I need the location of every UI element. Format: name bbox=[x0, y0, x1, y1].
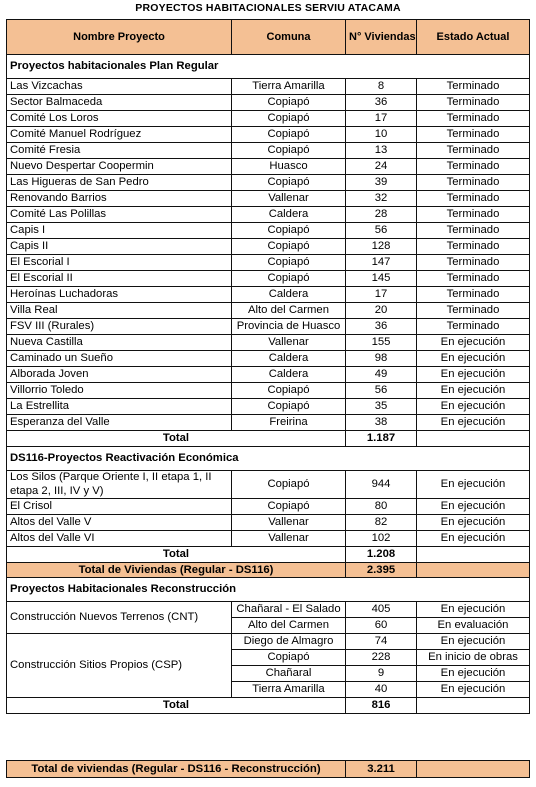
final-total-row bbox=[7, 761, 530, 778]
comuna-cell: Copiapó bbox=[232, 499, 346, 515]
project-name-cell: Las Vizcachas bbox=[7, 79, 232, 95]
estado-cell: En ejecución bbox=[417, 399, 530, 415]
comuna-cell: Vallenar bbox=[232, 191, 346, 207]
viviendas-cell: 20 bbox=[346, 303, 417, 319]
page-title: PROYECTOS HABITACIONALES SERVIU ATACAMA bbox=[135, 2, 401, 14]
comuna-cell: Vallenar bbox=[232, 531, 346, 547]
viviendas-cell: 32 bbox=[346, 191, 417, 207]
final-total-value: 3.211 bbox=[346, 761, 417, 778]
total-label: Total bbox=[7, 547, 346, 563]
comuna-cell: Copiapó bbox=[232, 95, 346, 111]
viviendas-cell: 102 bbox=[346, 531, 417, 547]
estado-cell: Terminado bbox=[417, 207, 530, 223]
group-name-cell-csp: Construcción Sitios Propios (CSP) bbox=[7, 634, 232, 698]
project-name-cell: Villorrio Toledo bbox=[7, 383, 232, 399]
project-name-cell: Heroínas Luchadoras bbox=[7, 287, 232, 303]
table-row bbox=[7, 143, 530, 159]
viviendas-cell: 17 bbox=[346, 111, 417, 127]
table-row bbox=[7, 367, 530, 383]
estado-cell: Terminado bbox=[417, 223, 530, 239]
comuna-cell: Copiapó bbox=[232, 239, 346, 255]
grand-total-label: Total de Viviendas (Regular - DS116) bbox=[7, 563, 346, 578]
comuna-cell: Huasco bbox=[232, 159, 346, 175]
estado-cell: Terminado bbox=[417, 239, 530, 255]
project-name-cell: Capis I bbox=[7, 223, 232, 239]
project-name-cell: Altos del Valle V bbox=[7, 515, 232, 531]
table-row bbox=[7, 351, 530, 367]
comuna-cell: Chañaral - El Salado bbox=[232, 602, 346, 618]
comuna-cell: Diego de Almagro bbox=[232, 634, 346, 650]
table-row bbox=[7, 515, 530, 531]
total-value: 816 bbox=[346, 698, 417, 714]
final-total-table bbox=[6, 760, 530, 778]
comuna-cell: Tierra Amarilla bbox=[232, 79, 346, 95]
total-label: Total bbox=[7, 431, 346, 447]
table-row bbox=[7, 303, 530, 319]
comuna-cell: Provincia de Huasco bbox=[232, 319, 346, 335]
viviendas-cell: 60 bbox=[346, 618, 417, 634]
table-row bbox=[7, 383, 530, 399]
viviendas-cell: 35 bbox=[346, 399, 417, 415]
grand-total-value: 2.395 bbox=[346, 563, 417, 578]
viviendas-cell: 98 bbox=[346, 351, 417, 367]
estado-cell: En ejecución bbox=[417, 515, 530, 531]
viviendas-cell: 80 bbox=[346, 499, 417, 515]
comuna-cell: Alto del Carmen bbox=[232, 618, 346, 634]
estado-cell: En ejecución bbox=[417, 335, 530, 351]
table-row bbox=[7, 159, 530, 175]
empty-cell bbox=[417, 698, 530, 714]
comuna-cell: Chañaral bbox=[232, 666, 346, 682]
comuna-cell: Caldera bbox=[232, 207, 346, 223]
table-row bbox=[7, 191, 530, 207]
comuna-cell: Vallenar bbox=[232, 335, 346, 351]
total-row-ds116 bbox=[7, 547, 530, 563]
header-comuna: Comuna bbox=[232, 20, 346, 55]
table-row bbox=[7, 223, 530, 239]
project-name-cell: Comité Las Polillas bbox=[7, 207, 232, 223]
comuna-cell: Freirina bbox=[232, 415, 346, 431]
viviendas-cell: 145 bbox=[346, 271, 417, 287]
estado-cell: Terminado bbox=[417, 95, 530, 111]
comuna-cell: Copiapó bbox=[232, 383, 346, 399]
comuna-cell: Vallenar bbox=[232, 515, 346, 531]
project-name-cell: Comité Fresia bbox=[7, 143, 232, 159]
comuna-cell: Copiapó bbox=[232, 650, 346, 666]
section-title-row bbox=[7, 447, 530, 471]
viviendas-cell: 24 bbox=[346, 159, 417, 175]
estado-cell: Terminado bbox=[417, 255, 530, 271]
projects-table bbox=[6, 19, 530, 714]
project-name-cell: El Escorial I bbox=[7, 255, 232, 271]
table-row bbox=[7, 207, 530, 223]
group-name-cell-cnt: Construcción Nuevos Terrenos (CNT) bbox=[7, 602, 232, 634]
estado-cell: En ejecución bbox=[417, 634, 530, 650]
estado-cell: En ejecución bbox=[417, 602, 530, 618]
total-value: 1.187 bbox=[346, 431, 417, 447]
section-title-reconstruccion: Proyectos Habitacionales Reconstrucción bbox=[7, 578, 530, 602]
estado-cell: En ejecución bbox=[417, 415, 530, 431]
estado-cell: Terminado bbox=[417, 271, 530, 287]
table-header-row bbox=[7, 20, 530, 55]
ds116-section bbox=[7, 447, 530, 547]
project-name-cell: Comité Los Loros bbox=[7, 111, 232, 127]
project-name-cell: El Escorial II bbox=[7, 271, 232, 287]
regular-section bbox=[7, 55, 530, 431]
header-viviendas: N° Viviendas bbox=[346, 20, 417, 55]
total-row-reconstruccion bbox=[7, 698, 530, 714]
section-title-row bbox=[7, 578, 530, 602]
empty-cell bbox=[417, 431, 530, 447]
section-title-ds116: DS116-Proyectos Reactivación Económica bbox=[7, 447, 530, 471]
table-row bbox=[7, 127, 530, 143]
viviendas-cell: 8 bbox=[346, 79, 417, 95]
viviendas-cell: 49 bbox=[346, 367, 417, 383]
viviendas-cell: 39 bbox=[346, 175, 417, 191]
estado-cell: Terminado bbox=[417, 159, 530, 175]
table-row bbox=[7, 399, 530, 415]
viviendas-cell: 17 bbox=[346, 287, 417, 303]
table-row bbox=[7, 499, 530, 515]
estado-cell: En ejecución bbox=[417, 666, 530, 682]
comuna-cell: Copiapó bbox=[232, 143, 346, 159]
estado-cell: En evaluación bbox=[417, 618, 530, 634]
viviendas-cell: 40 bbox=[346, 682, 417, 698]
comuna-cell: Copiapó bbox=[232, 223, 346, 239]
table-row bbox=[7, 271, 530, 287]
comuna-cell: Tierra Amarilla bbox=[232, 682, 346, 698]
table-row bbox=[7, 255, 530, 271]
grand-total-row-regular-ds116 bbox=[7, 563, 530, 578]
table-row bbox=[7, 415, 530, 431]
header-nombre-proyecto: Nombre Proyecto bbox=[7, 20, 232, 55]
table-row bbox=[7, 79, 530, 95]
estado-cell: En ejecución bbox=[417, 682, 530, 698]
section-title-regular: Proyectos habitacionales Plan Regular bbox=[7, 55, 530, 79]
table-row bbox=[7, 287, 530, 303]
estado-cell: En ejecución bbox=[417, 531, 530, 547]
project-name-cell: Nuevo Despertar Coopermin bbox=[7, 159, 232, 175]
comuna-cell: Copiapó bbox=[232, 471, 346, 499]
comuna-cell: Caldera bbox=[232, 367, 346, 383]
reconstruccion-section bbox=[7, 578, 530, 698]
empty-cell bbox=[417, 761, 530, 778]
estado-cell: Terminado bbox=[417, 143, 530, 159]
viviendas-cell: 74 bbox=[346, 634, 417, 650]
comuna-cell: Copiapó bbox=[232, 255, 346, 271]
table-row bbox=[7, 531, 530, 547]
estado-cell: Terminado bbox=[417, 303, 530, 319]
viviendas-cell: 128 bbox=[346, 239, 417, 255]
table-row bbox=[7, 634, 530, 650]
estado-cell: En inicio de obras bbox=[417, 650, 530, 666]
table-row bbox=[7, 335, 530, 351]
project-name-cell: Esperanza del Valle bbox=[7, 415, 232, 431]
comuna-cell: Copiapó bbox=[232, 127, 346, 143]
empty-cell bbox=[417, 547, 530, 563]
viviendas-cell: 36 bbox=[346, 319, 417, 335]
header-estado: Estado Actual bbox=[417, 20, 530, 55]
viviendas-cell: 13 bbox=[346, 143, 417, 159]
estado-cell: En ejecución bbox=[417, 499, 530, 515]
project-name-cell: Capis II bbox=[7, 239, 232, 255]
viviendas-cell: 155 bbox=[346, 335, 417, 351]
estado-cell: Terminado bbox=[417, 111, 530, 127]
comuna-cell: Copiapó bbox=[232, 271, 346, 287]
comuna-cell: Alto del Carmen bbox=[232, 303, 346, 319]
estado-cell: Terminado bbox=[417, 319, 530, 335]
estado-cell: En ejecución bbox=[417, 471, 530, 499]
estado-cell: Terminado bbox=[417, 175, 530, 191]
comuna-cell: Copiapó bbox=[232, 111, 346, 127]
comuna-cell: Caldera bbox=[232, 287, 346, 303]
viviendas-cell: 56 bbox=[346, 223, 417, 239]
viviendas-cell: 9 bbox=[346, 666, 417, 682]
project-name-cell: Comité Manuel Rodríguez bbox=[7, 127, 232, 143]
project-name-cell: FSV III (Rurales) bbox=[7, 319, 232, 335]
estado-cell: En ejecución bbox=[417, 351, 530, 367]
table-row bbox=[7, 95, 530, 111]
viviendas-cell: 147 bbox=[346, 255, 417, 271]
table-row bbox=[7, 471, 530, 499]
empty-cell bbox=[417, 563, 530, 578]
estado-cell: Terminado bbox=[417, 127, 530, 143]
project-name-cell: Alborada Joven bbox=[7, 367, 232, 383]
viviendas-cell: 56 bbox=[346, 383, 417, 399]
project-name-cell: Villa Real bbox=[7, 303, 232, 319]
estado-cell: Terminado bbox=[417, 79, 530, 95]
viviendas-cell: 36 bbox=[346, 95, 417, 111]
estado-cell: En ejecución bbox=[417, 367, 530, 383]
comuna-cell: Caldera bbox=[232, 351, 346, 367]
project-name-cell: Los Silos (Parque Oriente I, II etapa 1, II etapa 2, III, IV y V) bbox=[7, 471, 232, 499]
estado-cell: Terminado bbox=[417, 191, 530, 207]
viviendas-cell: 28 bbox=[346, 207, 417, 223]
section-title-row bbox=[7, 55, 530, 79]
project-name-cell: Sector Balmaceda bbox=[7, 95, 232, 111]
total-label: Total bbox=[7, 698, 346, 714]
viviendas-cell: 944 bbox=[346, 471, 417, 499]
total-row-regular bbox=[7, 431, 530, 447]
table-row bbox=[7, 602, 530, 618]
comuna-cell: Copiapó bbox=[232, 399, 346, 415]
project-name-cell: Renovando Barrios bbox=[7, 191, 232, 207]
viviendas-cell: 38 bbox=[346, 415, 417, 431]
project-name-cell: Altos del Valle VI bbox=[7, 531, 232, 547]
viviendas-cell: 10 bbox=[346, 127, 417, 143]
viviendas-cell: 228 bbox=[346, 650, 417, 666]
project-name-cell: El Crisol bbox=[7, 499, 232, 515]
project-name-cell: Caminado un Sueño bbox=[7, 351, 232, 367]
estado-cell: Terminado bbox=[417, 287, 530, 303]
table-row bbox=[7, 175, 530, 191]
final-total-label: Total de viviendas (Regular - DS116 - Reconstrucción) bbox=[7, 761, 346, 778]
project-name-cell: Las Higueras de San Pedro bbox=[7, 175, 232, 191]
table-row bbox=[7, 319, 530, 335]
table-row bbox=[7, 239, 530, 255]
table-row bbox=[7, 111, 530, 127]
estado-cell: En ejecución bbox=[417, 383, 530, 399]
project-name-cell: La Estrellita bbox=[7, 399, 232, 415]
viviendas-cell: 405 bbox=[346, 602, 417, 618]
viviendas-cell: 82 bbox=[346, 515, 417, 531]
total-value: 1.208 bbox=[346, 547, 417, 563]
comuna-cell: Copiapó bbox=[232, 175, 346, 191]
project-name-cell: Nueva Castilla bbox=[7, 335, 232, 351]
